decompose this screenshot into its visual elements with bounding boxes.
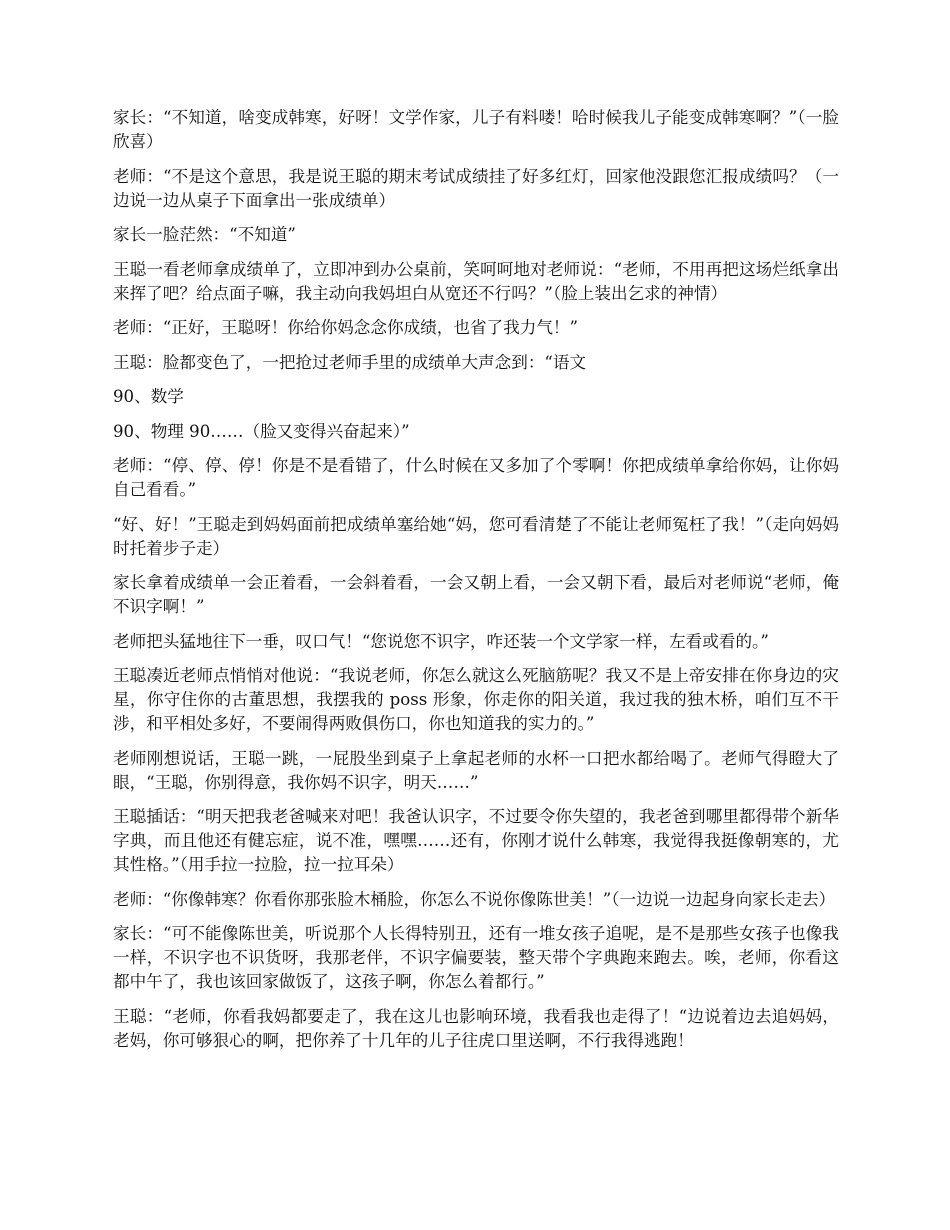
paragraph: 老师刚想说话，王聪一跳，一屁股坐到桌子上拿起老师的水杯一口把水都给喝了。老师气得瞪大了眼，“王聪，你别得意，我你妈不识字，明天……”: [113, 748, 839, 792]
paragraph: 王聪一看老师拿成绩单了，立即冲到办公桌前，笑呵呵地对老师说：“老师，不用再把这场烂纸拿出来挥了吧？给点面子嘛，我主动向我妈坦白从宽还不行吗？”（脸上装出乞求的神情）: [113, 259, 839, 303]
document-body: [113, 106, 839, 1063]
paragraph: 家长拿着成绩单一会正着看，一会斜着看，一会又朝上看，一会又朝下看，最后对老师说“老师，俺不识字啊！”: [113, 573, 839, 616]
paragraph: 王聪插话：“明天把我老爸喊来对吧！我爸认识字，不过要令你失望的，我老爸到哪里都得带个新华字典，而且他还有健忘症，说不准，嘿嘿……还有，你刚才说什么韩寒，我觉得我挺像朝寒的，尤其性格。”（用手拉一拉脸，拉一拉耳朵）: [113, 807, 839, 874]
paragraph: 老师：“停、停、停！你是不是看错了，什么时候在又多加了个零啊！你把成绩单拿给你妈，让你妈自己看看。”: [113, 456, 839, 499]
paragraph: 90、物理 90……（脸又变得兴奋起来）”: [113, 421, 410, 441]
paragraph: 家长一脸茫然：“不知道”: [113, 225, 296, 244]
paragraph: 家长：“可不能像陈世美，听说那个人长得特别丑，还有一堆女孩子追呢，是不是那些女孩子也像我一样，不识字也不识货呀，我那老伴，不识字偏要装，整天带个字典跑来跑去。唉，老师，你看这都中午了，我也该回家做饭了，这孩子啊，你怎么着都行。”: [113, 924, 839, 991]
paragraph: 老师：“你像韩寒？你看你那张脸木桶脸，你怎么不说你像陈世美！”（一边说一边起身向家长走去）: [113, 889, 836, 909]
paragraph: “好、好！”王聪走到妈妈面前把成绩单塞给她“妈，您可看清楚了不能让老师冤枉了我！”（走向妈妈时托着步子走）: [113, 514, 839, 558]
paragraph: 老师把头猛地往下一垂，叹口气！“您说您不识字，咋还装一个文学家一样，左看或看的。”: [113, 631, 769, 651]
paragraph: 90、数学: [113, 387, 184, 406]
paragraph: 王聪凑近老师点悄悄对他说：“我说老师，你怎么就这么死脑筋呢？我又不是上帝安排在你身边的灾星，你守住你的古董思想，我摆我的 poss 形象，你走你的阳关道，我过我的独木桥，咱们互不干涉，和平相处多好，不要闹得两败俱伤口，你也知道我的实力的。”: [113, 666, 839, 733]
paragraph: 家长：“不知道，啥变成韩寒，好呀！文学作家，儿子有料喽！哈时候我儿子能变成韩寒啊？”（一脸欣喜）: [113, 108, 839, 151]
paragraph: 王聪：“老师，你看我妈都要走了，我在这儿也影响环境，我看我也走得了！“边说着边去追妈妈，老妈，你可够狠心的啊，把你养了十几年的儿子往虎口里送啊，不行我得逃跑！: [113, 1006, 839, 1050]
paragraph: 老师：“正好，王聪呀！你给你妈念念你成绩，也省了我力气！”: [113, 318, 578, 337]
paragraph: 王聪：脸都变色了，一把抢过老师手里的成绩单大声念到：“语文: [113, 352, 587, 372]
paragraph: 老师：“不是这个意思，我是说王聪的期末考试成绩挂了好多红灯，回家他没跟您汇报成绩吗？（一边说一边从桌子下面拿出一张成绩单）: [113, 166, 839, 210]
